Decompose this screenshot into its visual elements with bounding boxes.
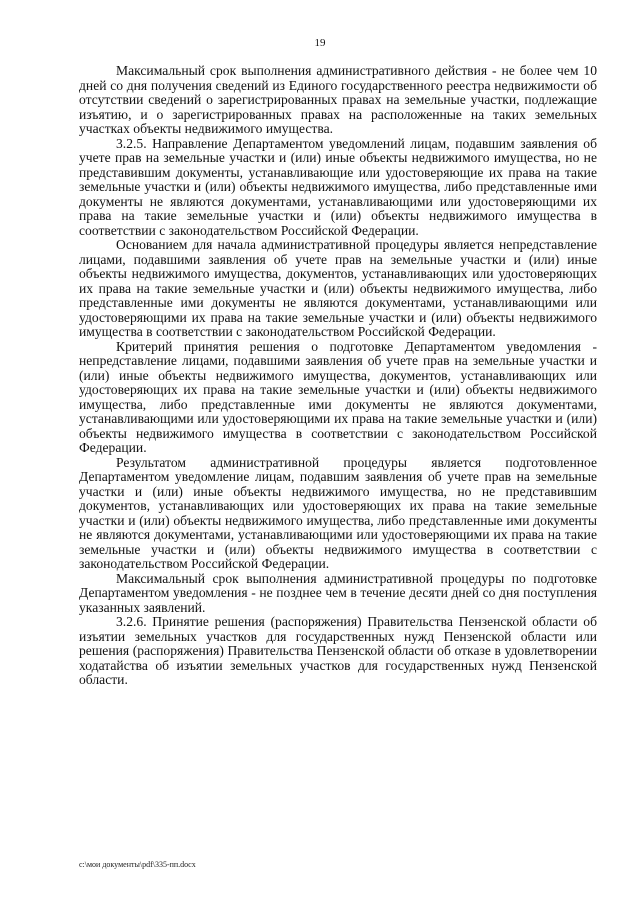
page-number: 19	[314, 37, 326, 49]
paragraph-grounds: Основанием для начала административной процедуры является непредставление лицами, подавшими заявления об учете прав на земельные участки и (или) иные объекты недвижимого имущества, документов, устанавливающих или удостоверяющих их права на такие земельные участки и (или) объекты недвижимого имущества, либо представленные ими документы не являются документами, устанавливающими или удостоверяющими их права на такие земельные участки и (или) объекты недвижимого имущества в соответствии с законодательством Российской Федерации.	[79, 237, 597, 339]
footer-file-path: c:\мои документы\pdf\335-пп.docx	[79, 860, 196, 869]
paragraph-3-2-6: 3.2.6. Принятие решения (распоряжения) Правительства Пензенской области об изъятии земельных участков для государственных нужд Пензенской области или решения (распоряжения) Правительства Пензенской области об отказе в удовлетворении ходатайства об изъятии земельных участков для государственных нужд Пензенской области.	[79, 614, 597, 687]
paragraph-max-term-procedure: Максимальный срок выполнения административной процедуры по подготовке Департаментом уведомления - не позднее чем в течение десяти дней со дня поступления указанных заявлений.	[79, 570, 597, 615]
paragraph-max-term-action: Максимальный срок выполнения административного действия - не более чем 10 дней со дня получения сведений из Единого государственного реестра недвижимости об отсутствии сведений о зарегистрированных правах на земельные участки, подлежащие изъятию, и о зарегистрированных правах на расположенные на таких земельных участках объекты недвижимого имущества.	[79, 63, 597, 136]
paragraph-criterion: Критерий принятия решения о подготовке Департаментом уведомления - непредставление лицами, подавшими заявления об учете прав на земельные участки и (или) иные объекты недвижимого имущества, документов, устанавливающих или удостоверяющих их права на такие земельные участки и (или) объекты недвижимого имущества, либо представленные ими документы не являются документами, устанавливающими или удостоверяющими их права на такие земельные участки и (или) объекты недвижимого имущества в соответствии с законодательством Российской Федерации.	[79, 338, 597, 455]
paragraph-result: Результатом административной процедуры является подготовленное Департаментом уведомление лицам, подавшим заявления об учете прав на земельные участки и (или) иные объекты недвижимого имущества, но не представившим документов, устанавливающих или удостоверяющих их права на такие земельные участки и (или) объекты недвижимого имущества, либо представленные ими документы не являются документами, устанавливающими или удостоверяющими их права на такие земельные участки и (или) объекты недвижимого имущества в соответствии с законодательством Российской Федерации.	[79, 454, 597, 571]
document-body	[79, 64, 597, 688]
paragraph-3-2-5: 3.2.5. Направление Департаментом уведомлений лицам, подавшим заявления об учете прав на земельные участки и (или) иные объекты недвижимого имущества, но не представившим документы, устанавливающие или удостоверяющие их права на такие земельные участки и (или) объекты недвижимого имущества, либо представленные ими документы не являются документами, устанавливающими или удостоверяющими их права на такие земельные участки и (или) объекты недвижимого имущества в соответствии с законодательством Российской Федерации.	[79, 135, 597, 238]
